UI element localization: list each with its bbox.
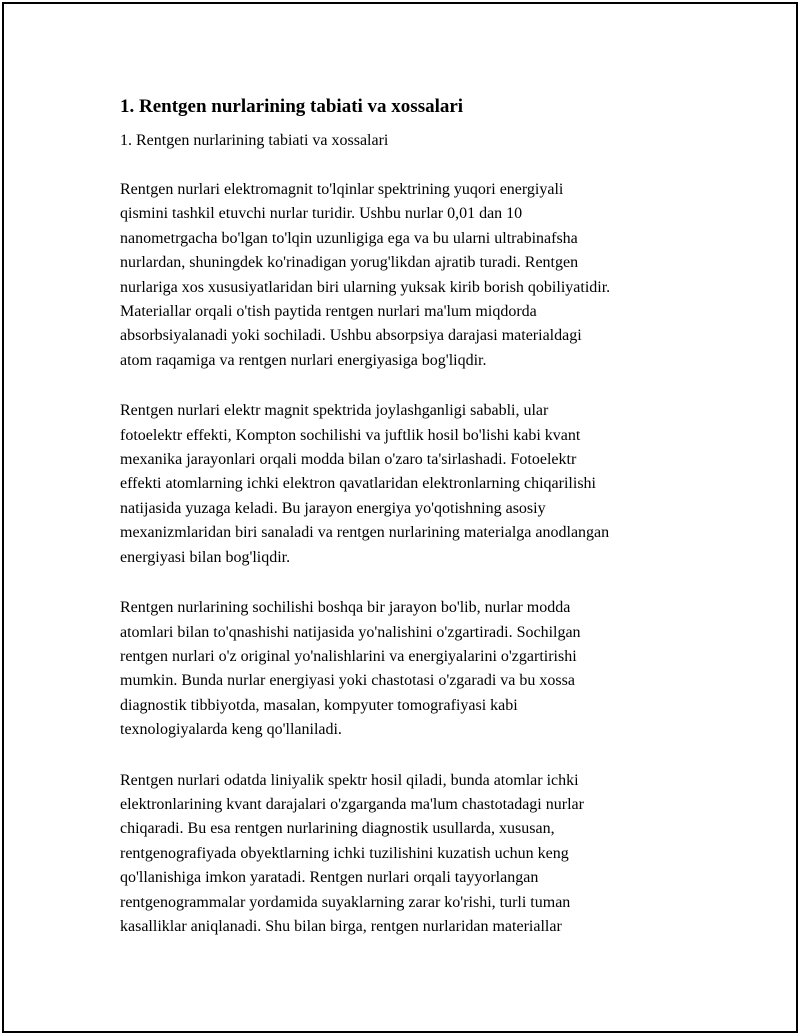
body-paragraph: [120, 178, 700, 373]
document-heading: 1. Rentgen nurlarining tabiati va xossalari: [120, 96, 464, 117]
paragraph-line: Rentgen nurlari elektromagnit to'lqinlar spektrining yuqori energiyali: [120, 181, 564, 198]
paragraph-line: nurlardan, shuningdek ko'rinadigan yorug'likdan ajratib turadi. Rentgen: [120, 254, 579, 272]
body-paragraph: [120, 399, 700, 570]
paragraph-line: atomlari bilan to'qnashishi natijasida yo'nalishini o'zgartiradi. Sochilgan: [120, 623, 581, 641]
paragraph-line: mumkin. Bunda nurlar energiyasi yoki chastotasi o'zgaradi va bu xossa: [120, 672, 575, 690]
paragraph-line: natijasida yuzaga keladi. Bu jarayon energiya yo'qotishning asosiy: [120, 499, 546, 517]
paragraph-line: diagnostik tibbiyotda, masalan, kompyuter tomografiyasi kabi: [120, 696, 518, 714]
paragraph-line: Rentgen nurlarining sochilishi boshqa bir jarayon bo'lib, nurlar modda: [120, 599, 571, 617]
paragraph-line: chiqaradi. Bu esa rentgen nurlarining diagnostik usullarda, xususan,: [120, 820, 555, 838]
paragraph-line: Rentgen nurlari odatda liniyalik spektr hosil qiladi, bunda atomlar ichki: [120, 771, 579, 789]
paragraph-line: rentgen nurlari o'z original yo'nalishlarini va energiyalarini o'zgartirishi: [120, 647, 577, 665]
paragraph-line: texnologiyalarda keng qo'llaniladi.: [120, 721, 342, 739]
paragraph-line: elektronlarining kvant darajalari o'zgarganda ma'lum chastotadagi nurlar: [120, 795, 584, 813]
body-paragraph: [120, 596, 700, 742]
paragraph-line: atom raqamiga va rentgen nurlari energiyasiga bog'liqdir.: [120, 351, 487, 369]
paragraph-line: nanometrgacha bo'lgan to'lqin uzunligiga ega va bu ularni ultrabinafsha: [120, 229, 578, 247]
paragraph-line: qismini tashkil etuvchi nurlar turidir. Ushbu nurlar 0,01 dan 10: [120, 205, 523, 223]
paragraph-line: energiyasi bilan bog'liqdir.: [120, 548, 291, 566]
paragraph-line: mexanika jarayonlari orqali modda bilan o'zaro ta'sirlashadi. Fotoelektr: [120, 451, 577, 469]
paragraph-line: kasalliklar aniqlanadi. Shu bilan birga, rentgen nurlaridan materiallar: [120, 917, 562, 935]
paragraph-container: [120, 178, 700, 939]
paragraph-line: Materiallar orqali o'tish paytida rentgen nurlari ma'lum miqdorda: [120, 303, 537, 321]
paragraph-line: fotoelektr effekti, Kompton sochilishi va juftlik hosil bo'lishi kabi kvant: [120, 426, 581, 444]
paragraph-line: qo'llanishiga imkon yaratadi. Rentgen nurlari orqali tayyorlangan: [120, 869, 539, 887]
document-body: [120, 94, 700, 939]
paragraph-line: mexanizmlaridan biri sanaladi va rentgen nurlarining materialga anodlangan: [120, 524, 610, 542]
document-subheading: 1. Rentgen nurlarining tabiati va xossalari: [120, 132, 389, 149]
paragraph-line: rentgenogrammalar yordamida suyaklarning zarar ko'rishi, turli tuman: [120, 893, 571, 911]
paragraph-line: rentgenografiyada obyektlarning ichki tuzilishini kuzatish uchun keng: [120, 844, 569, 862]
paragraph-line: absorbsiyalanadi yoki sochiladi. Ushbu absorpsiya darajasi materialdagi: [120, 327, 582, 345]
paragraph-line: effekti atomlarning ichki elektron qavatlaridan elektronlarning chiqarilishi: [120, 475, 596, 493]
paragraph-line: nurlariga xos xususiyatlaridan biri ularning yuksak kirib borish qobiliyatidir.: [120, 278, 611, 296]
body-paragraph: [120, 769, 700, 940]
page-frame: [2, 2, 798, 1033]
paragraph-line: Rentgen nurlari elektr magnit spektrida joylashganligi sababli, ular: [120, 402, 549, 420]
